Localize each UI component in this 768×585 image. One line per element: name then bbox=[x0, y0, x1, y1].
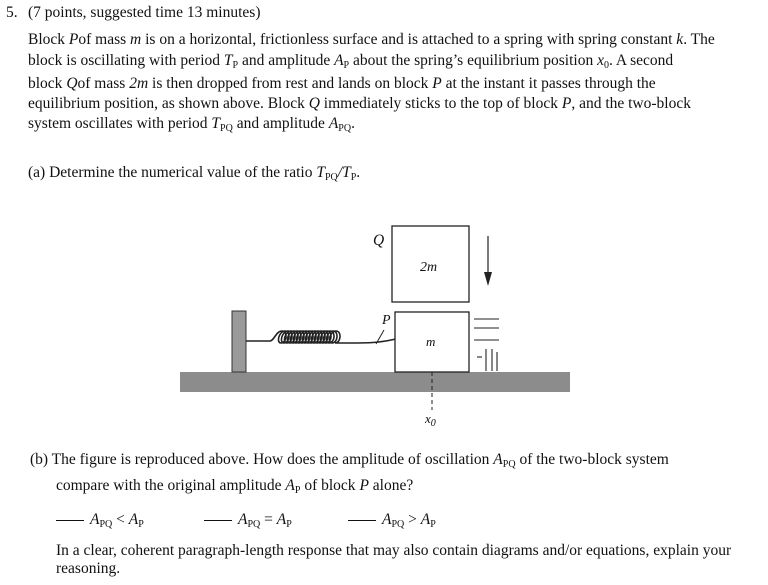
text-run: alone? bbox=[368, 477, 414, 494]
italic-symbol: Q bbox=[308, 95, 320, 112]
subscript: 0 bbox=[604, 60, 609, 71]
answer-blank[interactable] bbox=[56, 510, 84, 521]
text-run: is then dropped from rest and lands on block bbox=[148, 75, 433, 92]
text-run: of block bbox=[300, 477, 360, 494]
italic-symbol: k bbox=[676, 31, 684, 48]
option-greater-than-label bbox=[382, 511, 436, 528]
text-run: block bbox=[28, 75, 67, 92]
text-run: of mass bbox=[77, 75, 130, 92]
italic-symbol: A bbox=[238, 511, 248, 528]
italic-symbol: A bbox=[420, 511, 431, 528]
question-number: 5. bbox=[6, 4, 18, 21]
text-run: immediately sticks to the top of block bbox=[319, 95, 562, 112]
label-2m: 2m bbox=[420, 260, 438, 275]
label-m: m bbox=[426, 334, 436, 349]
text-run: system oscillates with period bbox=[28, 115, 212, 132]
text-run: equilibrium position, as shown above. Block bbox=[28, 95, 309, 112]
part-b-prompt-line bbox=[56, 477, 413, 500]
answer-blank[interactable] bbox=[204, 510, 232, 521]
text-run: of the two-block system bbox=[515, 451, 669, 468]
text-run: is on a horizontal, frictionless surface and is attached to a spring with spring constant bbox=[141, 31, 677, 48]
question-header: (7 points, suggested time 13 minutes) bbox=[28, 4, 261, 21]
italic-symbol: T bbox=[316, 164, 325, 181]
option-equal-label bbox=[238, 511, 292, 528]
italic-symbol: A bbox=[128, 511, 139, 528]
subscript: P bbox=[430, 519, 436, 530]
subscript: PQ bbox=[338, 123, 352, 134]
italic-symbol: A bbox=[493, 451, 503, 468]
down-arrow-icon bbox=[484, 272, 492, 286]
subscript: PQ bbox=[99, 519, 113, 530]
label-q: Q bbox=[373, 232, 385, 249]
italic-symbol: P bbox=[432, 75, 442, 92]
spring bbox=[246, 331, 396, 343]
text-run: > bbox=[404, 511, 421, 528]
text-run: (b) The figure is reproduced above. How does the amplitude of oscillation bbox=[30, 451, 494, 468]
text-run: at the instant it passes through the bbox=[441, 75, 656, 92]
italic-symbol: Q bbox=[66, 75, 78, 92]
italic-symbol: 2m bbox=[129, 75, 149, 92]
subscript: P bbox=[294, 485, 301, 496]
subscript: P bbox=[232, 60, 239, 71]
option-equal[interactable] bbox=[204, 510, 292, 534]
subscript: PQ bbox=[502, 459, 516, 470]
text-run: and amplitude bbox=[238, 52, 335, 69]
italic-symbol: A bbox=[285, 477, 295, 494]
italic-symbol: P bbox=[561, 95, 572, 112]
label-x0-sub: 0 bbox=[430, 418, 436, 429]
italic-symbol: A bbox=[328, 115, 339, 132]
italic-symbol: T bbox=[223, 52, 233, 69]
text-run: (a) Determine the numerical value of the ratio bbox=[28, 164, 317, 181]
text-run: about the spring’s equilibrium position bbox=[349, 52, 598, 69]
italic-symbol: A bbox=[90, 511, 100, 528]
option-greater-than[interactable] bbox=[348, 510, 436, 534]
text-run: < bbox=[112, 511, 129, 528]
subscript: PQ bbox=[391, 519, 405, 530]
option-less-than[interactable] bbox=[56, 510, 144, 534]
wall bbox=[232, 311, 246, 372]
instruction-line: reasoning. bbox=[56, 560, 121, 577]
option-less-than-label bbox=[90, 511, 144, 528]
answer-blank[interactable] bbox=[348, 510, 376, 521]
italic-symbol: P bbox=[359, 477, 369, 494]
italic-symbol: A bbox=[276, 511, 287, 528]
text-run: . A second bbox=[609, 52, 674, 69]
subscript: PQ bbox=[324, 172, 338, 183]
italic-symbol: P bbox=[68, 31, 79, 48]
text-run: . bbox=[351, 115, 355, 132]
text-run: , and the two-block bbox=[571, 95, 691, 112]
italic-symbol: /T bbox=[337, 164, 351, 181]
subscript: PQ bbox=[247, 519, 261, 530]
label-x0-letter: x bbox=[425, 411, 431, 426]
motion-lines bbox=[474, 319, 499, 371]
label-p: P bbox=[382, 313, 391, 328]
instruction-line: In a clear, coherent paragraph-length response that may also contain diagrams and/or equations, explain your bbox=[56, 542, 732, 559]
part-b-prompt-line bbox=[30, 451, 669, 474]
text-run: . The bbox=[683, 31, 715, 48]
label-x0 bbox=[425, 411, 436, 429]
subscript: P bbox=[350, 172, 357, 183]
text-run: . bbox=[356, 164, 361, 181]
subscript: PQ bbox=[220, 123, 233, 134]
italic-symbol: A bbox=[334, 52, 344, 69]
text-run: Block bbox=[28, 31, 69, 48]
ground-surface bbox=[180, 372, 570, 392]
italic-symbol: m bbox=[130, 31, 142, 48]
subscript: P bbox=[343, 60, 350, 71]
italic-symbol: A bbox=[382, 511, 392, 528]
text-run: = bbox=[260, 511, 277, 528]
text-run: compare with the original amplitude bbox=[56, 477, 286, 494]
subscript: P bbox=[286, 519, 292, 530]
subscript: P bbox=[138, 519, 144, 530]
italic-symbol: x bbox=[597, 52, 604, 69]
text-run: of mass bbox=[78, 31, 131, 48]
text-run: and amplitude bbox=[232, 115, 329, 132]
text-run: block is oscillating with period bbox=[28, 52, 224, 69]
italic-symbol: T bbox=[211, 115, 221, 132]
